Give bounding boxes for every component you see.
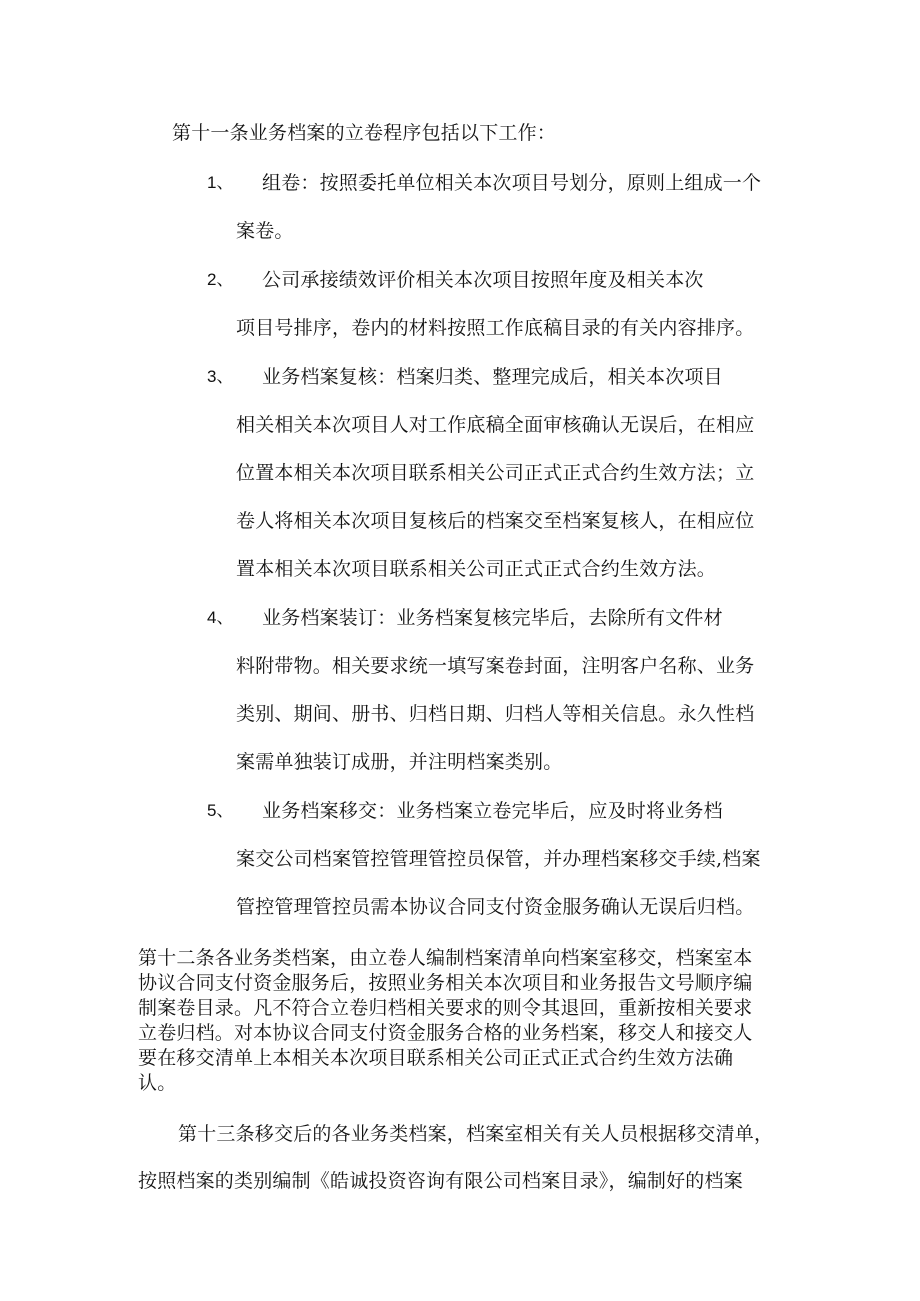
item-5-line-2: 案交公司档案管控管理管控员保管，并办理档案移交手续,档案 [236, 848, 761, 870]
item-3-line-1: 业务档案复核：档案归类、整理完成后，相关本次项目 [262, 366, 723, 388]
article-13-line-2: 按照档案的类别编制《皓诚投资咨询有限公司档案目录》，编制好的档案 [138, 1170, 743, 1192]
item-5-line-3: 管控管理管控员需本协议合同支付资金服务确认无误后归档。 [236, 896, 755, 918]
article-12-line-5: 要在移交清单上本相关本次项目联系相关公司正式正式合约生效方法确 [138, 1047, 734, 1069]
article-12-line-3: 制案卷目录。凡不符合立卷归档相关要求的则令其退回，重新按相关要求 [138, 997, 753, 1019]
item-4-line-1: 业务档案装订：业务档案复核完毕后，去除所有文件材 [262, 607, 723, 629]
article-12-line-6: 认。 [138, 1072, 177, 1094]
item-3-line-2: 相关相关本次项目人对工作底稿全面审核确认无误后，在相应 [236, 414, 755, 436]
item-4-line-2: 料附带物。相关要求统一填写案卷封面，注明客户名称、业务 [236, 655, 755, 677]
article-12-line-1: 第十二条各业务类档案，由立卷人编制档案清单向档案室移交，档案室本 [138, 947, 753, 969]
item-1-line-1: 组卷：按照委托单位相关本次项目号划分，原则上组成一个 [262, 172, 762, 194]
article-12-line-2: 协议合同支付资金服务后，按照业务相关本次项目和业务报告文号顺序编 [138, 972, 753, 994]
article-12-line-4: 立卷归档。对本协议合同支付资金服务合格的业务档案，移交人和接交人 [138, 1022, 753, 1044]
article-13-line-1: 第十三条移交后的各业务类档案，档案室相关有关人员根据移交清单， [178, 1123, 774, 1145]
item-2-number: 2、 [207, 270, 234, 289]
item-3-line-4: 卷人将相关本次项目复核后的档案交至档案复核人，在相应位 [236, 510, 755, 532]
item-4-number: 4、 [207, 608, 234, 627]
item-2-line-1: 公司承接绩效评价相关本次项目按照年度及相关本次 [262, 269, 704, 291]
item-2-line-2: 项目号排序，卷内的材料按照工作底稿目录的有关内容排序。 [236, 317, 755, 339]
item-1-number: 1、 [207, 173, 234, 192]
item-3-number: 3、 [207, 367, 234, 386]
item-5-number: 5、 [207, 801, 234, 820]
item-5-line-1: 业务档案移交：业务档案立卷完毕后，应及时将业务档 [262, 800, 723, 822]
item-1-line-2: 案卷。 [236, 220, 294, 242]
item-4-line-4: 案需单独装订成册，并注明档案类别。 [236, 751, 563, 773]
article-11-heading: 第十一条业务档案的立卷程序包括以下工作： [172, 122, 557, 144]
item-4-line-3: 类别、期间、册书、归档日期、归档人等相关信息。永久性档 [236, 703, 755, 725]
item-3-line-5: 置本相关本次项目联系相关公司正式正式合约生效方法。 [236, 558, 717, 580]
item-3-line-3: 位置本相关本次项目联系相关公司正式正式合约生效方法；立 [236, 462, 755, 484]
